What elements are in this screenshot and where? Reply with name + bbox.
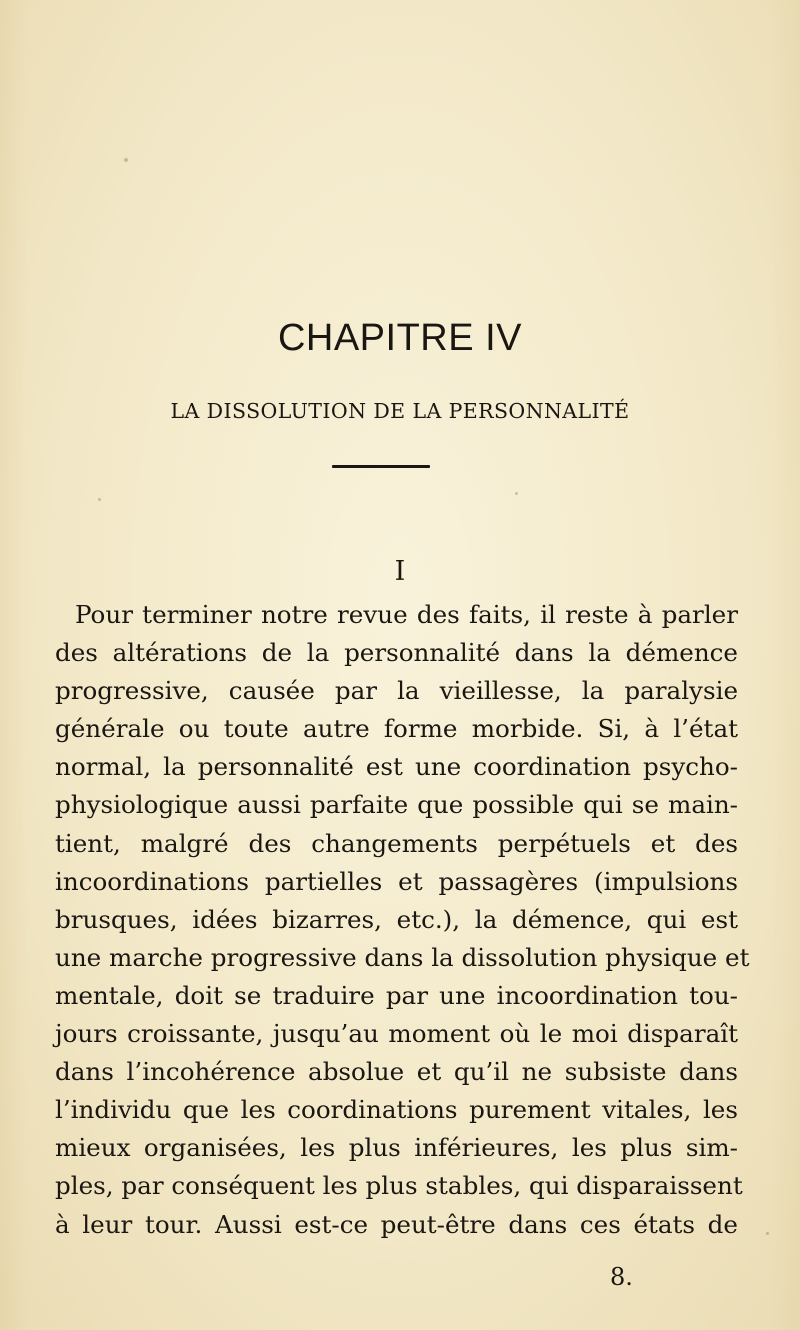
- text-line: générale ou toute autre forme morbide. Si, à l’état: [55, 714, 738, 744]
- paper-speck: [766, 1232, 769, 1235]
- text-line: physiologique aussi parfaite que possible qui se main-: [55, 790, 738, 820]
- text-line: dans l’incohérence absolue et qu’il ne subsiste dans: [55, 1057, 738, 1087]
- paper-speck: [515, 492, 518, 495]
- text-line: normal, la personnalité est une coordination psycho-: [55, 752, 738, 782]
- signature-mark: 8.: [610, 1263, 633, 1291]
- text-line: brusques, idées bizarres, etc.), la démence, qui est: [55, 904, 738, 934]
- text-line: progressive, causée par la vieillesse, la paralysie: [55, 676, 738, 706]
- chapter-subtitle: LA DISSOLUTION DE LA PERSONNALITÉ: [170, 399, 630, 423]
- text-line: une marche progressive dans la dissolution physique et: [55, 942, 750, 972]
- chapter-title: CHAPITRE IV: [277, 317, 523, 359]
- text-line: incoordinations partielles et passagères (impulsions: [55, 866, 738, 896]
- title-divider-rule: [332, 465, 430, 468]
- text-line: mentale, doit se traduire par une incoordination tou-: [55, 980, 738, 1010]
- body-paragraph: [55, 596, 750, 1244]
- text-line: l’individu que les coordinations purement vitales, les: [55, 1095, 738, 1125]
- text-line: tient, malgré des changements perpétuels et des: [55, 828, 738, 858]
- section-number: I: [394, 556, 406, 587]
- text-line: jours croissante, jusqu’au moment où le moi disparaît: [55, 1019, 738, 1049]
- text-line: ples, par conséquent les plus stables, qui disparaissent: [55, 1171, 743, 1201]
- text-line: à leur tour. Aussi est-ce peut-être dans ces états de: [55, 1209, 738, 1239]
- text-line: Pour terminer notre revue des faits, il reste à parler: [75, 600, 738, 629]
- text-line: mieux organisées, les plus inférieures, les plus sim-: [55, 1133, 738, 1163]
- text-line: des altérations de la personnalité dans la démence: [55, 638, 738, 668]
- paper-speck: [98, 498, 101, 501]
- paper-speck: [124, 158, 128, 162]
